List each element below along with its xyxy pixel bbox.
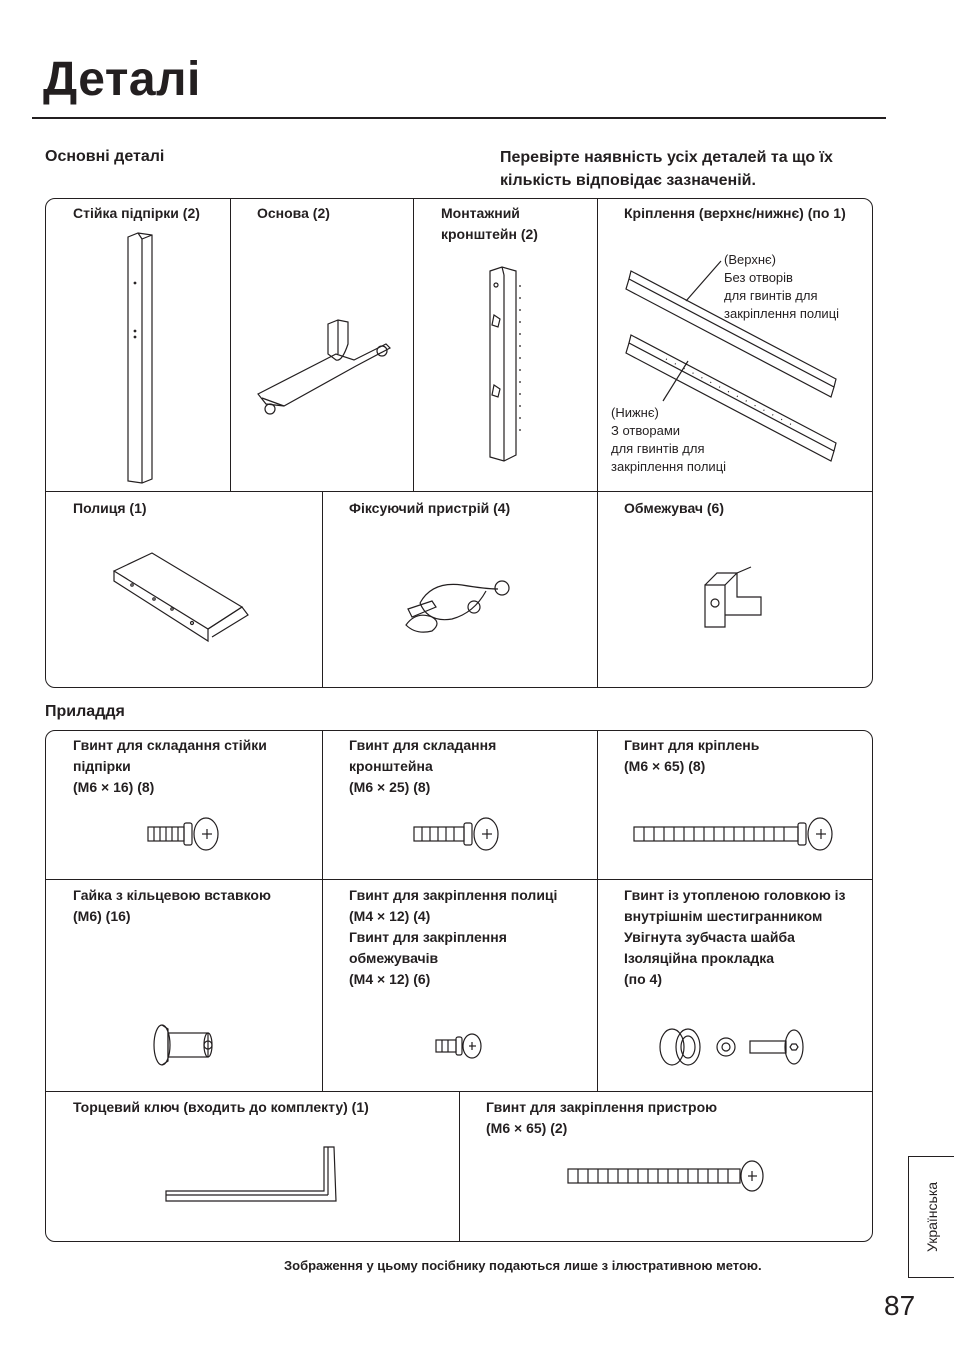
shelf-illustration xyxy=(112,551,252,651)
bracket-illustration xyxy=(484,265,524,465)
title-divider xyxy=(32,117,886,119)
bracket-label: Монтажний кронштейн (2) xyxy=(441,205,538,242)
page-title: Деталі xyxy=(43,53,201,106)
upper-fastener-note: (Верхнє) Без отворів для гвинтів для закріплення полиці xyxy=(724,252,840,321)
screw-m6x65-illustration xyxy=(632,817,837,851)
main-parts-table xyxy=(45,198,873,688)
screw-m6x25-illustration xyxy=(412,817,502,851)
fastener-rails-illustration xyxy=(626,265,846,465)
check-note: Перевірте наявність усіх деталей та що їх кількість відповідає зазначеній. xyxy=(500,149,833,189)
clamp-label: Фіксуючий пристрій (4) xyxy=(349,500,511,516)
ring-nut-illustration xyxy=(152,1023,214,1067)
page-number: 87 xyxy=(884,1290,916,1321)
hex-set-label: Гвинт із утопленою головкою із внутрішнім шестигранником Увігнута зубчаста шайба Ізоляційна прокладка (по 4) xyxy=(624,887,846,987)
fastener-label: Кріплення (верхнє/нижнє) (по 1) xyxy=(624,205,846,221)
screw-shelf-label: Гвинт для закріплення полиці (M4 × 12) (4) Гвинт для закріплення обмежувачів (M4 × 12) (6) xyxy=(349,887,558,987)
clamp-illustration xyxy=(402,579,512,639)
shelf-label: Полиця (1) xyxy=(73,500,147,516)
hex-key-illustration xyxy=(164,1143,344,1205)
language-tab xyxy=(908,1156,954,1278)
screw-m4x12-illustration xyxy=(434,1031,486,1061)
nut-label: Гайка з кільцевою вставкою (M6) (16) xyxy=(73,887,271,924)
screw-pole-label: Гвинт для складання стійки підпірки (M6 × 16) (8) xyxy=(73,737,267,795)
limiter-label: Обмежувач (6) xyxy=(624,500,725,516)
main-parts-heading: Основні деталі xyxy=(45,148,165,165)
language-tab-label: Українська xyxy=(924,1181,940,1253)
illustrative-footnote: Зображення у цьому посібнику подаються лише з ілюстративною метою. xyxy=(284,1258,762,1273)
base-label: Основа (2) xyxy=(257,205,330,221)
screw-device-illustration xyxy=(566,1159,771,1193)
limiter-illustration xyxy=(701,567,771,637)
hex-key-label: Торцевий ключ (входить до комплекту) (1) xyxy=(73,1099,369,1115)
screw-fastener-label: Гвинт для кріплень (M6 × 65) (8) xyxy=(624,737,760,774)
accessories-heading: Приладдя xyxy=(45,703,125,720)
pole-illustration xyxy=(126,231,156,486)
base-illustration xyxy=(256,314,396,424)
hex-screw-washer-spacer-illustration xyxy=(658,1027,810,1069)
screw-device-label: Гвинт для закріплення пристрою (M6 × 65) (2) xyxy=(486,1099,718,1136)
pole-label: Стійка підпірки (2) xyxy=(73,205,200,221)
screw-bracket-label: Гвинт для складання кронштейна (M6 × 25) (8) xyxy=(349,737,497,795)
screw-m6x16-illustration xyxy=(146,817,221,851)
lower-fastener-note: (Нижнє) З отворами для гвинтів для закріплення полиці xyxy=(611,405,727,474)
accessories-table xyxy=(45,730,873,1242)
